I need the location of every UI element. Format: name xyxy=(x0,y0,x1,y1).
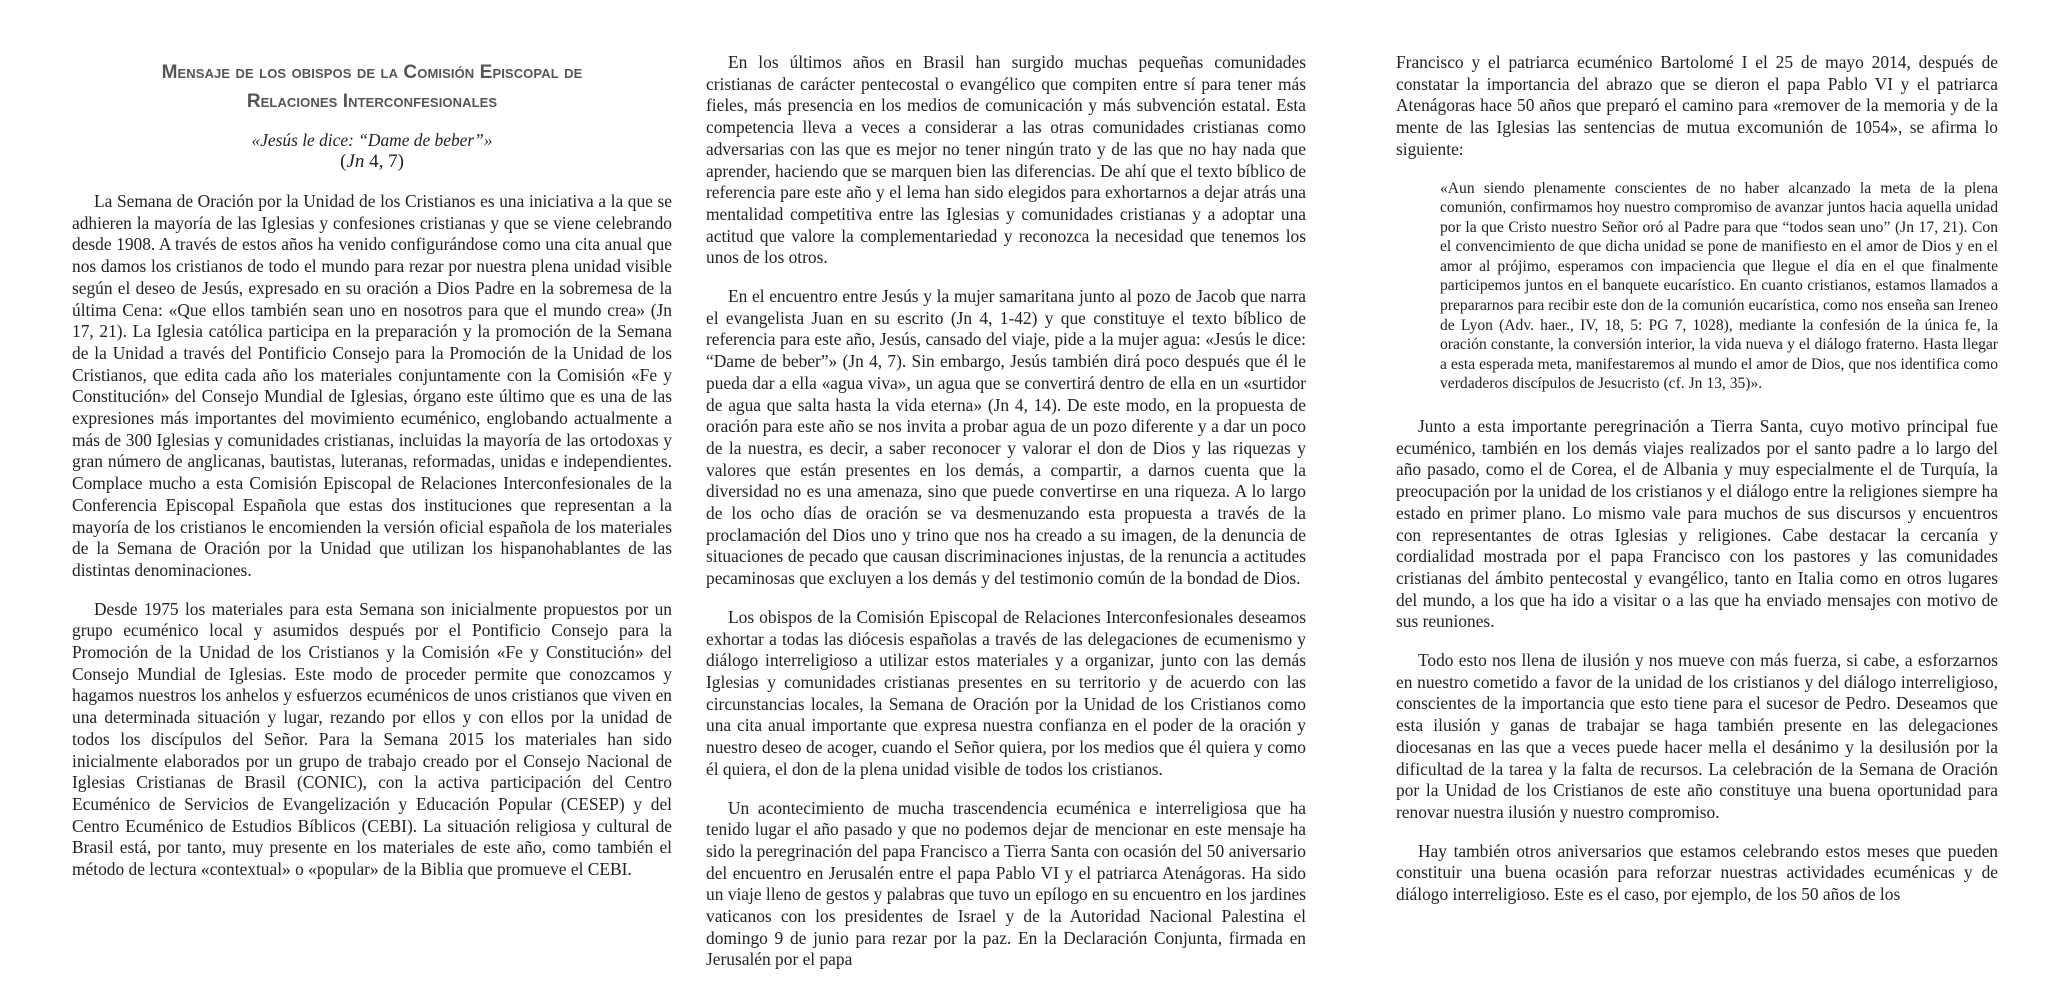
paragraph: En el encuentro entre Jesús y la mujer samaritana junto al pozo de Jacob que narra el evangelista Juan en su escrito (Jn 4, 1-42) y que constituye el texto bíblico de referencia para este año, Jesús, cansado del viaje, pide a la mujer agua: «Jesús le dice: “Dame de beber”» (Jn 4, 7). Sin embargo, Jesús también dirá poco después que él le pueda dar a ella «agua viva», un agua que se convertirá dentro de ella en un «surtidor de agua que salta hasta la vida eterna» (Jn 4, 14). De este modo, en la propuesta de oración para este año se nos invita a probar agua de un pozo diferente y a dar un poco de la nuestra, es decir, a saber reconocer y valorar el don de Dios y las riquezas y valores que están presentes en los demás, a compartir, a darnos cuenta que la diversidad no es una amenaza, sino que puede convertirse en una riqueza. A lo largo de los ocho días de oración se va desmenuzando esta propuesta a través de la proclamación del Dios uno y trino que nos ha creado a su imagen, de la denuncia de situaciones de pecado que causan discriminaciones injustas, de la renuncia a actitudes pecaminosas que excluyen a los demás y del testimonio común de la bondad de Dios. xyxy=(706,286,1306,589)
title-line-2: Relaciones Interconfesionales xyxy=(246,91,498,112)
scripture-reference xyxy=(72,151,672,173)
column-1 xyxy=(72,58,672,898)
paragraph: Desde 1975 los materiales para esta Semana son inicialmente propuestos por un grupo ecuménico local y asumidos después por el Pontificio Consejo para la Promoción de la Unidad de los Cristianos y la Comisión «Fe y Constitución» del Consejo Mundial de Iglesias. Este modo de proceder permite que conozcamos y hagamos nuestros los anhelos y esfuerzos ecuménicos de unos cristianos que viven en una determinada situación y lugar, rezando por ellos y con ellos por la unidad de todos los discípulos del Señor. Para la Semana 2015 los materiales han sido inicialmente elaborados por un grupo de trabajo creado por el Consejo Nacional de Iglesias Cristianas de Brasil (CONIC), con la activa participación del Centro Ecuménico de Servicios de Evangelización y Educación Popular (CESEP) y del Centro Ecuménico de Estudios Bíblicos (CEBI). La situación religiosa y cultural de Brasil está, por tanto, muy presente en los materiales de este año, como también el método de lectura «contextual» o «popular» de la Biblia que promueve el CEBI. xyxy=(72,598,672,880)
ref-book: Jn xyxy=(346,151,365,172)
paragraph: Todo esto nos llena de ilusión y nos mueve con más fuerza, si cabe, a esforzarnos en nuestro cometido a favor de la unidad de los cristianos y del diálogo interreligioso, conscientes de la importancia que esto tiene para el sucesor de Pedro. Deseamos que esta ilusión y ganas de trabajar se haga también presente en las delegaciones diocesanas en las que a veces puede hacer mella el desánimo y la desilusión por la dificultad de la tarea y la falta de recursos. La celebración de la Semana de Oración por la Unidad de los Cristianos de este año constituye una buena oportunidad para renovar nuestra ilusión y nuestro compromiso. xyxy=(1396,650,1998,822)
paragraph: Los obispos de la Comisión Episcopal de Relaciones Interconfesionales deseamos exhortar a todas las diócesis españolas a través de las delegaciones de ecumenismo y diálogo interreligioso a utilizar estos materiales y a organizar, junto con las demás Iglesias y comunidades cristianas presentes en su territorio y de acuerdo con las circunstancias locales, la Semana de Oración por la Unidad de los Cristianos como una cita anual importante que expresa nuestra confianza en el poder de la oración y nuestro deseo de acoger, cuando el Señor quiera, por los medios que él quiera y como él quiera, el don de la plena unidad visible de todos los cristianos. xyxy=(706,606,1306,779)
paragraph: En los últimos años en Brasil han surgido muchas pequeñas comunidades cristianas de carácter pentecostal o evangélico que compiten entre sí para tener más fieles, más presencia en los medios de comunicación y más subvención estatal. Esta competencia lleva a veces a considerar a las otras comunidades cristianas como adversarias con las que es mejor no tener ningún trato y de las que no hay nada que aprender, haciendo que se marquen bien las diferencias. De ahí que el texto bíblico de referencia pare este año y el lema han sido elegidos para exhortarnos a dejar atrás una mentalidad competitiva entre las Iglesias y comunidades cristianas y a adoptar una actitud que valore la complementariedad y reconozca la necesidad que tenemos los unos de los otros. xyxy=(706,52,1306,268)
document-title xyxy=(72,58,672,116)
column-2 xyxy=(706,52,1306,988)
column-3 xyxy=(1396,52,1998,923)
paragraph: La Semana de Oración por la Unidad de los Cristianos es una iniciativa a la que se adhieren la mayoría de las Iglesias y confesiones cristianas y que se viene celebrando desde 1908. A través de estos años ha venido configurándose como una cita anual que nos damos los cristianos de todo el mundo para rezar por nuestra plena unidad visible según el deseo de Jesús, expresado en su oración a Dios Padre en la sobremesa de la última Cena: «Que ellos también sean uno en nosotros para que el mundo crea» (Jn 17, 21). La Iglesia católica participa en la preparación y la promoción de la Semana de la Unidad a través del Pontificio Consejo para la Promoción de la Unidad de los Cristianos, que edita cada año los materiales conjuntamente con la Comisión «Fe y Constitución» del Consejo Mundial de Iglesias, órgano este último que es una de las expresiones más importantes del movimiento ecuménico, englobando actualmente a más de 300 Iglesias y comunidades cristianas, incluidas la mayoría de las ortodoxas y gran número de anglicanas, bautistas, luteranas, reformadas, unidas e independientes. Complace mucho a esta Comisión Episcopal de Relaciones Interconfesionales de la Conferencia Episcopal Española que estas dos instituciones que representan a la mayoría de los cristianos le encomienden la versión oficial española de los materiales de la Semana de Oración por la Unidad que utilizan los hispanohablantes de las distintas denominaciones. xyxy=(72,191,672,580)
paragraph: Francisco y el patriarca ecuménico Bartolomé I el 25 de mayo 2014, después de constatar la importancia del abrazo que se dieron el papa Pablo VI y el patriarca Atenágoras hace 50 años que preparó el camino para «remover de la memoria y de la mente de las Iglesias las sentencias de mutua excomunión de 1054», se afirma lo siguiente: xyxy=(1396,52,1998,159)
title-line-1: Mensaje de los obispos de la Comisión Episcopal de xyxy=(161,62,583,83)
subtitle-quote: «Jesús le dice: “Dame de beber”» xyxy=(251,130,493,150)
block-quote: «Aun siendo plenamente conscientes de no haber alcanzado la meta de la plena comunión, confirmamos hoy nuestro compromiso de avanzar juntos hacia aquella unidad por la que Cristo nuestro Señor oró al Padre para que “todos sean uno” (Jn 17, 21). Con el convencimiento de que dicha unidad se pone de manifiesto en el amor de Dios y en el amor al prójimo, esperamos con impaciencia que llegue el día en el que finalmente participemos juntos en el banquete eucarístico. En cuanto cristianos, estamos llamados a prepararnos para recibir este don de la comunión eucarística, como nos enseña san Ireneo de Lyon (Adv. haer., IV, 18, 5: PG 7, 1028), mediante la confesión de la única fe, la oración constante, la conversión interior, la vida nueva y el diálogo fraterno. Hasta llegar a esta esperada meta, manifestaremos al mundo el amor de Dios, que nos identifica como verdaderos discípulos de Jesucristo (cf. Jn 13, 35)». xyxy=(1440,179,1998,393)
ref-rest: 4, 7) xyxy=(364,151,404,172)
ref-open: ( xyxy=(340,151,347,172)
paragraph: Hay también otros aniversarios que estamos celebrando estos meses que pueden constituir una buena ocasión para reforzar nuestras actividades ecuménicas y de diálogo interreligioso. Este es el caso, por ejemplo, de los 50 años de los xyxy=(1396,840,1998,905)
paragraph: Un acontecimiento de mucha trascendencia ecuménica e interreligiosa que ha tenido lugar el año pasado y que no podemos dejar de mencionar en este mensaje ha sido la peregrinación del papa Francisco a Tierra Santa con ocasión del 50 aniversario del encuentro en Jerusalén entre el papa Pablo VI y el patriarca Atenágoras. Ha sido un viaje lleno de gestos y palabras que tuvo un epílogo en su encuentro en los jardines vaticanos con los presidentes de Israel y de la Autoridad Nacional Palestina el domingo 9 de junio para rezar por la paz. En la Declaración Conjunta, firmada en Jerusalén por el papa xyxy=(706,797,1306,970)
paragraph: Junto a esta importante peregrinación a Tierra Santa, cuyo motivo principal fue ecuménico, también en los demás viajes realizados por el santo padre a lo largo del año pasado, como el de Corea, el de Albania y muy especialmente el de Turquía, la preocupación por la unidad de los cristianos y el diálogo entre la religiones siempre ha estado en primer plano. Lo mismo vale para muchos de sus discursos y encuentros con representantes de otras Iglesias y religiones. Cabe destacar la cercanía y cordialidad mostrada por el papa Francisco con los pastores y las comunidades cristianas del ámbito pentecostal y evangélico, tanto en Italia como en otros lugares del mundo, a los que ha ido a visitar o a las que ha enviado mensajes con motivo de sus reuniones. xyxy=(1396,416,1998,632)
